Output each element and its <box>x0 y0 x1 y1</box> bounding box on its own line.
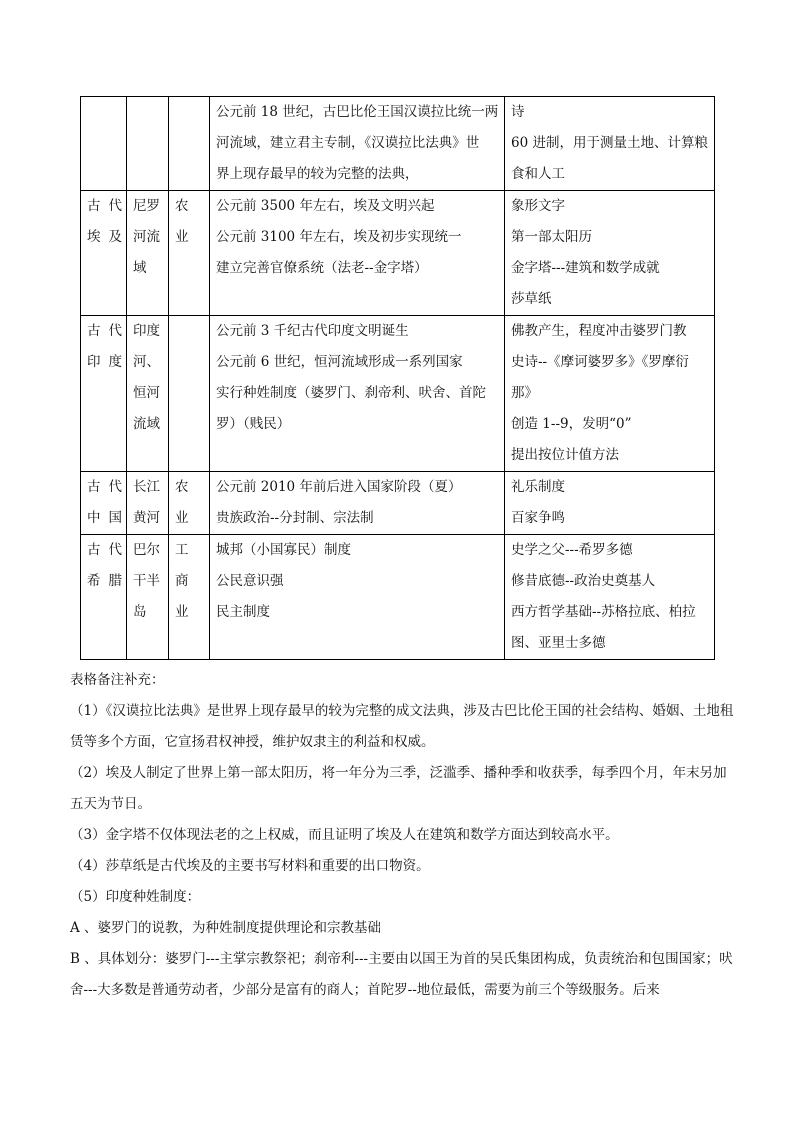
civilization-cell <box>81 535 130 660</box>
history-line: 公元前 3100 年左右，埃及初步实现统一 <box>216 229 462 245</box>
civilization-cell <box>81 97 127 191</box>
history-line: 界上现存最早的较为完整的法典， <box>216 166 419 182</box>
culture-line: 提出按位计值方法 <box>511 447 619 463</box>
region-cell-text <box>133 535 168 628</box>
culture-line: 60 进制，用于测量土地、计算粮 <box>511 135 708 151</box>
economy-cell-text <box>175 535 209 628</box>
region-cell <box>127 535 169 660</box>
table-row <box>81 535 715 660</box>
history-line: 民主制度 <box>216 604 270 620</box>
history-cell <box>210 472 505 535</box>
history-line: 罗）（贱民） <box>216 416 291 432</box>
culture-cell <box>505 472 715 535</box>
economy-cell <box>169 97 210 191</box>
note-5a: A 、婆罗门的说教，为种姓制度提供理论和宗教基础 <box>70 920 382 936</box>
region-cell <box>127 316 169 472</box>
region-cell-segment: 恒河 <box>133 385 160 401</box>
culture-line: 第一部太阳历 <box>511 229 592 245</box>
civilization-cell-text <box>87 535 130 597</box>
economy-cell <box>169 316 210 472</box>
region-cell-text <box>133 472 168 534</box>
civilization-cell-segment: 印度 <box>87 354 130 370</box>
civilization-cell-segment: 古代 <box>87 542 130 558</box>
region-cell <box>127 97 169 191</box>
economy-cell <box>169 472 210 535</box>
region-cell-text <box>133 316 168 440</box>
culture-line: 莎草纸 <box>511 291 552 307</box>
culture-line: 史学之父---希罗多德 <box>511 542 633 558</box>
region-cell <box>127 191 169 316</box>
economy-cell-text <box>175 191 209 253</box>
economy-cell-segment: 业 <box>175 510 189 526</box>
region-cell-segment: 黄河 <box>133 510 160 526</box>
civilization-cell-text <box>87 316 130 378</box>
region-cell-segment: 域 <box>133 260 147 276</box>
economy-cell-text <box>175 472 209 534</box>
table-row <box>81 97 715 191</box>
note-2: （2）埃及人制定了世界上第一部太阳历，将一年分为三季，泛滥季、播种季和收获季，每季四个月，年末另加五天为节日。 <box>70 765 727 812</box>
civilization-cell <box>81 191 130 316</box>
region-cell-segment: 长江 <box>133 479 160 495</box>
culture-line: 史诗--《摩诃婆罗多》《罗摩衍 <box>511 354 689 370</box>
region-cell-segment: 河、 <box>133 354 160 370</box>
economy-cell-segment: 业 <box>175 604 189 620</box>
economy-cell <box>169 535 210 660</box>
economy-cell-segment: 农 <box>175 198 189 214</box>
region-cell-segment: 尼罗 <box>133 198 160 214</box>
history-line: 建立完善官僚系统（法老--金字塔） <box>216 260 428 276</box>
table-notes <box>70 665 740 1006</box>
civilization-cell-segment: 古代 <box>87 323 130 339</box>
history-line: 公元前 3 千纪古代印度文明诞生 <box>216 323 409 339</box>
culture-cell <box>505 97 715 191</box>
note-4: （4）莎草纸是古代埃及的主要书写材料和重要的出口物资。 <box>70 858 430 874</box>
civilization-cell-text <box>87 191 130 253</box>
history-line: 贵族政治--分封制、宗法制 <box>216 510 374 526</box>
civilization-cell-segment: 希腊 <box>87 573 130 589</box>
region-cell-segment: 流域 <box>133 416 160 432</box>
culture-line: 象形文字 <box>511 198 565 214</box>
region-cell <box>127 472 169 535</box>
note-5b: B 、具体划分：婆罗门---主掌宗教祭祀；刹帝利---主要由以国王为首的吴氏集团构成，负责统治和包围国家；吠舍---大多数是普通劳动者，少部分是富有的商人；首陀罗--地位最低，需要为前三个等级服务。后来 <box>70 951 733 998</box>
history-line: 实行种姓制度（婆罗门、刹帝利、吠舍、首陀 <box>216 385 486 401</box>
table-row <box>81 191 715 316</box>
culture-line: 百家争鸣 <box>511 510 565 526</box>
history-line: 河流域，建立君主专制，《汉谟拉比法典》世 <box>216 135 480 151</box>
region-cell-text <box>133 191 168 284</box>
history-cell <box>210 316 505 472</box>
civilization-cell-segment: 中国 <box>87 510 130 526</box>
region-cell-segment: 岛 <box>133 604 147 620</box>
civilization-cell <box>81 472 130 535</box>
culture-line: 礼乐制度 <box>511 479 565 495</box>
culture-cell <box>505 316 715 472</box>
table-row <box>81 472 715 535</box>
region-cell-segment: 河流 <box>133 229 160 245</box>
note-5: （5）印度种姓制度： <box>70 889 201 905</box>
economy-cell <box>169 191 210 316</box>
history-cell <box>210 191 505 316</box>
history-line: 公元前 3500 年左右，埃及文明兴起 <box>216 198 435 214</box>
history-line: 公元前 6 世纪，恒河流域形成一系列国家 <box>216 354 463 370</box>
culture-line: 诗 <box>511 104 525 120</box>
culture-line: 创造 1--9，发明“0” <box>511 416 632 432</box>
culture-line: 修昔底德--政治史奠基人 <box>511 573 656 589</box>
history-line: 公民意识强 <box>216 573 284 589</box>
culture-line: 西方哲学基础--苏格拉底、柏拉 <box>511 604 696 620</box>
history-cell <box>210 535 505 660</box>
culture-line: 食和人工 <box>511 166 565 182</box>
civilization-cell <box>81 316 130 472</box>
civilizations-table <box>80 96 715 660</box>
culture-line: 那》 <box>511 385 538 401</box>
economy-cell-segment: 商 <box>175 573 189 589</box>
history-line: 城邦（小国寡民）制度 <box>216 542 351 558</box>
economy-cell-segment: 农 <box>175 479 189 495</box>
civilization-cell-segment: 古代 <box>87 198 130 214</box>
region-cell-segment: 印度 <box>133 323 160 339</box>
table-row <box>81 316 715 472</box>
history-line: 公元前 18 世纪，古巴比伦王国汉谟拉比统一两 <box>216 104 499 120</box>
economy-cell-segment: 业 <box>175 229 189 245</box>
culture-line: 金字塔---建筑和数学成就 <box>511 260 660 276</box>
civilization-cell-text <box>87 472 130 534</box>
notes-heading: 表格备注补充： <box>70 672 165 688</box>
civilization-cell-segment: 埃及 <box>87 229 130 245</box>
economy-cell-segment: 工 <box>175 542 189 558</box>
civilization-cell-segment: 古代 <box>87 479 130 495</box>
culture-line: 图、亚里士多德 <box>511 635 606 651</box>
note-3: （3）金字塔不仅体现法老的之上权威，而且证明了埃及人在建筑和数学方面达到较高水平。 <box>70 827 619 843</box>
history-cell <box>210 97 505 191</box>
culture-line: 佛教产生，程度冲击婆罗门教 <box>511 323 687 339</box>
note-1: （1）《汉谟拉比法典》是世界上现存最早的较为完整的成文法典，涉及古巴比伦王国的社会结构、婚姻、土地租赁等多个方面，它宣扬君权神授，维护奴隶主的利益和权威。 <box>70 703 734 750</box>
culture-cell <box>505 191 715 316</box>
culture-cell <box>505 535 715 660</box>
region-cell-segment: 巴尔 <box>133 542 160 558</box>
history-line: 公元前 2010 年前后进入国家阶段（夏） <box>216 479 462 495</box>
region-cell-segment: 干半 <box>133 573 160 589</box>
